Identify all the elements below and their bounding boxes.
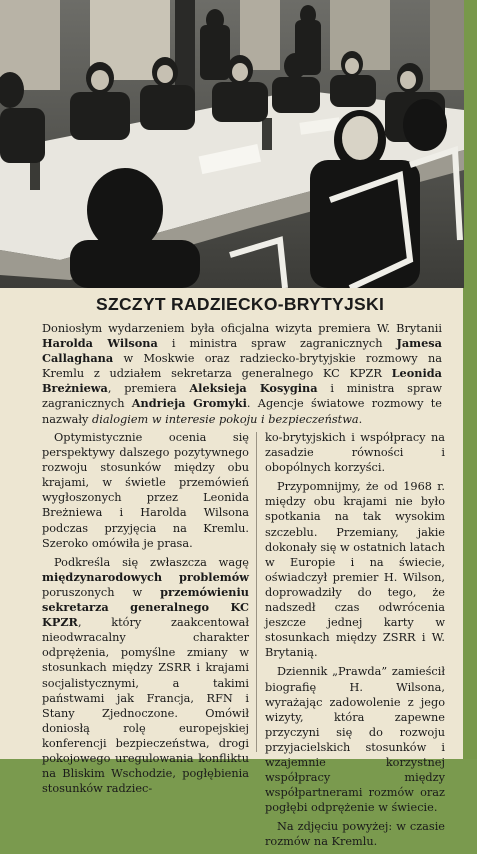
page-border-right [463, 0, 477, 759]
bold-text: Leonida Breżniewa [42, 366, 442, 396]
bold-text: Jamesa Callaghana [42, 336, 442, 366]
text-run: ko-brytyjskich i współpracy na zasadzie równości i obopólnych korzyści. [265, 431, 445, 475]
bold-text: międzynarodowych problemów [42, 569, 249, 584]
paragraph [265, 479, 445, 660]
bold-text: przemówieniu sekretarza generalnego KC KPZR [42, 584, 249, 630]
text-run: , premiera [107, 382, 190, 396]
text-run: Dziennik „Prawda” zamieścił biografię H. Wilsona, wyrażając zadowolenie z jego wizyty, która zapewne przyczyni się do rozwoju przyjacielskich stosunków i wzajemnie korzystnej współpracy między współpartnerami rozmów oraz pogłębi odprężenie w świecie. [265, 665, 445, 815]
paragraph [42, 555, 249, 797]
paragraph [265, 430, 445, 475]
text-run: Doniosłym wydarzeniem była oficjalna wizyta premiera W. Brytanii [42, 322, 442, 335]
text-run: Na zdjęciu powyżej: w czasie rozmów na Kremlu. [265, 820, 445, 849]
photo-illustration [0, 0, 464, 288]
text-run: w Moskwie oraz radziecko-brytyjskie rozmowy na Kremlu z udziałem sekretarza generalnego KC KPZR [42, 352, 442, 381]
article-photo [0, 0, 464, 288]
bold-text: Andrieja Gromyki [131, 396, 247, 411]
text-run: , który zaakcentował nieodwracalny charakter odprężenia, pomyślne zmiany w stosunkach między ZSRR i krajami socjalistycznymi, a takimi państwami jak Francja, RFN i Stany Zjednoczone. Omówił doniosłą rolę europejskiej konferencji bezpieczeństwa, drogi pokojowego uregulowania konfliktu na Bliskim Wschodzie, pogłębienia stosunków radziec- [42, 616, 249, 796]
paragraph [265, 664, 445, 815]
bold-text: Aleksieja Kosygina [189, 381, 318, 396]
paragraph [265, 819, 445, 849]
text-run: . [358, 412, 363, 426]
text-run: Optymistycznie ocenia się perspektywy dalszego pozytywnego rozwoju stosunków między obu krajami, w świetle przemówień wygłoszonych przez Leonida Breżniewa i Harolda Wilsona podczas przyjęcia na Kremlu. Szeroko omówiła je prasa. [42, 431, 249, 550]
bold-text: Harolda Wilsona [42, 336, 158, 351]
article-column-left [42, 430, 249, 800]
paragraph [42, 430, 249, 551]
italic-text: dialogiem w interesie pokoju i bezpieczeństwa [92, 412, 359, 426]
column-divider [256, 432, 257, 752]
text-run: . Agencje światowe rozmowy te nazwały [42, 397, 442, 426]
article-column-right [265, 430, 445, 854]
text-run: poruszonych w [42, 585, 161, 599]
article-lead [42, 321, 442, 427]
text-run: Przypomnijmy, że od 1968 r. między obu krajami nie było spotkania na tak wysokim szczeblu. Przemiany, jakie dokonały się w ostatnich latach w Europie i na świecie, oświadczył premier H. Wilson, doprowadziły do tego, że nadszedł czas odwrócenia jeszcze jednej karty w stosunkach między ZSRR i W. Brytanią. [265, 480, 445, 660]
article-headline: SZCZYT RADZIECKO-BRYTYJSKI [96, 294, 385, 314]
text-run: Podkreśla się zwłaszcza wagę [54, 555, 249, 569]
text-run: i ministra spraw zagranicznych [157, 337, 397, 351]
text-run: i ministra spraw zagranicznych [42, 382, 442, 411]
